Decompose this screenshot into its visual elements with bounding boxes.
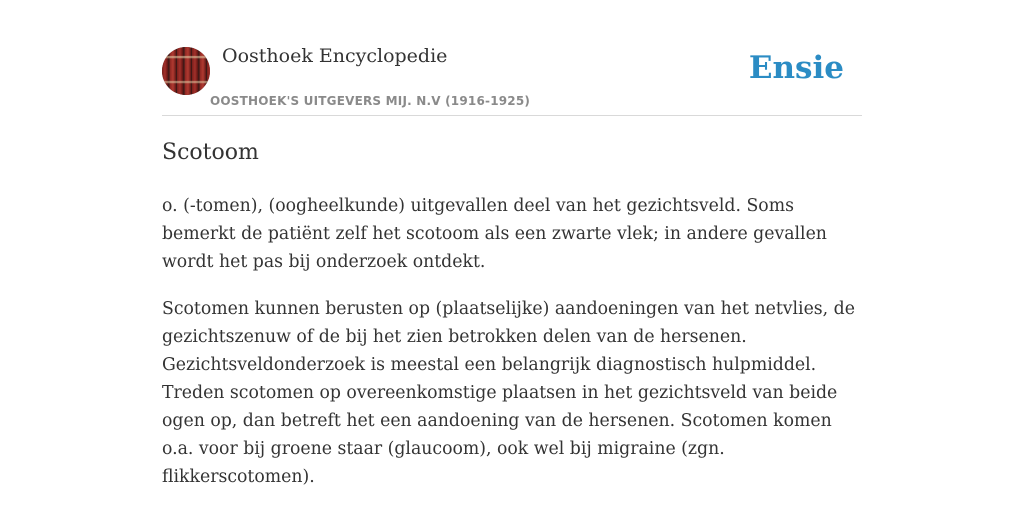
article-card — [162, 0, 862, 512]
publisher-label: OOSTHOEK'S UITGEVERS MIJ. N.V (1916-1925) — [210, 94, 531, 108]
source-title[interactable]: Oosthoek Encyclopedie — [222, 45, 448, 67]
encyclopedia-books-icon[interactable] — [162, 47, 210, 95]
article-paragraph: Scotomen kunnen berusten op (plaatselijke) aandoeningen van het netvlies, de gezichtszenuw of de bij het zien betrokken delen van de hersenen. Gezichtsveldonderzoek is meestal een belangrijk diagnostisch hulpmiddel. Treden scotomen op overeenkomstige plaatsen in het gezichtsveld van beide ogen op, dan betreft het een aandoening van de hersenen. Scotomen komen o.a. voor bij groene staar (glaucoom), ook wel bij migraine (zgn. flikkerscotomen). — [162, 299, 855, 487]
source-header — [162, 0, 862, 116]
page-title: Scotoom — [162, 140, 259, 165]
ensie-logo-link[interactable]: Ensie — [748, 50, 844, 86]
article-paragraph: o. (-tomen), (oogheelkunde) uitgevallen deel van het gezichtsveld. Soms bemerkt de patiënt zelf het scotoom als een zwarte vlek; in andere gevallen wordt het pas bij onderzoek ontdekt. — [162, 196, 827, 272]
article-body — [162, 192, 862, 510]
